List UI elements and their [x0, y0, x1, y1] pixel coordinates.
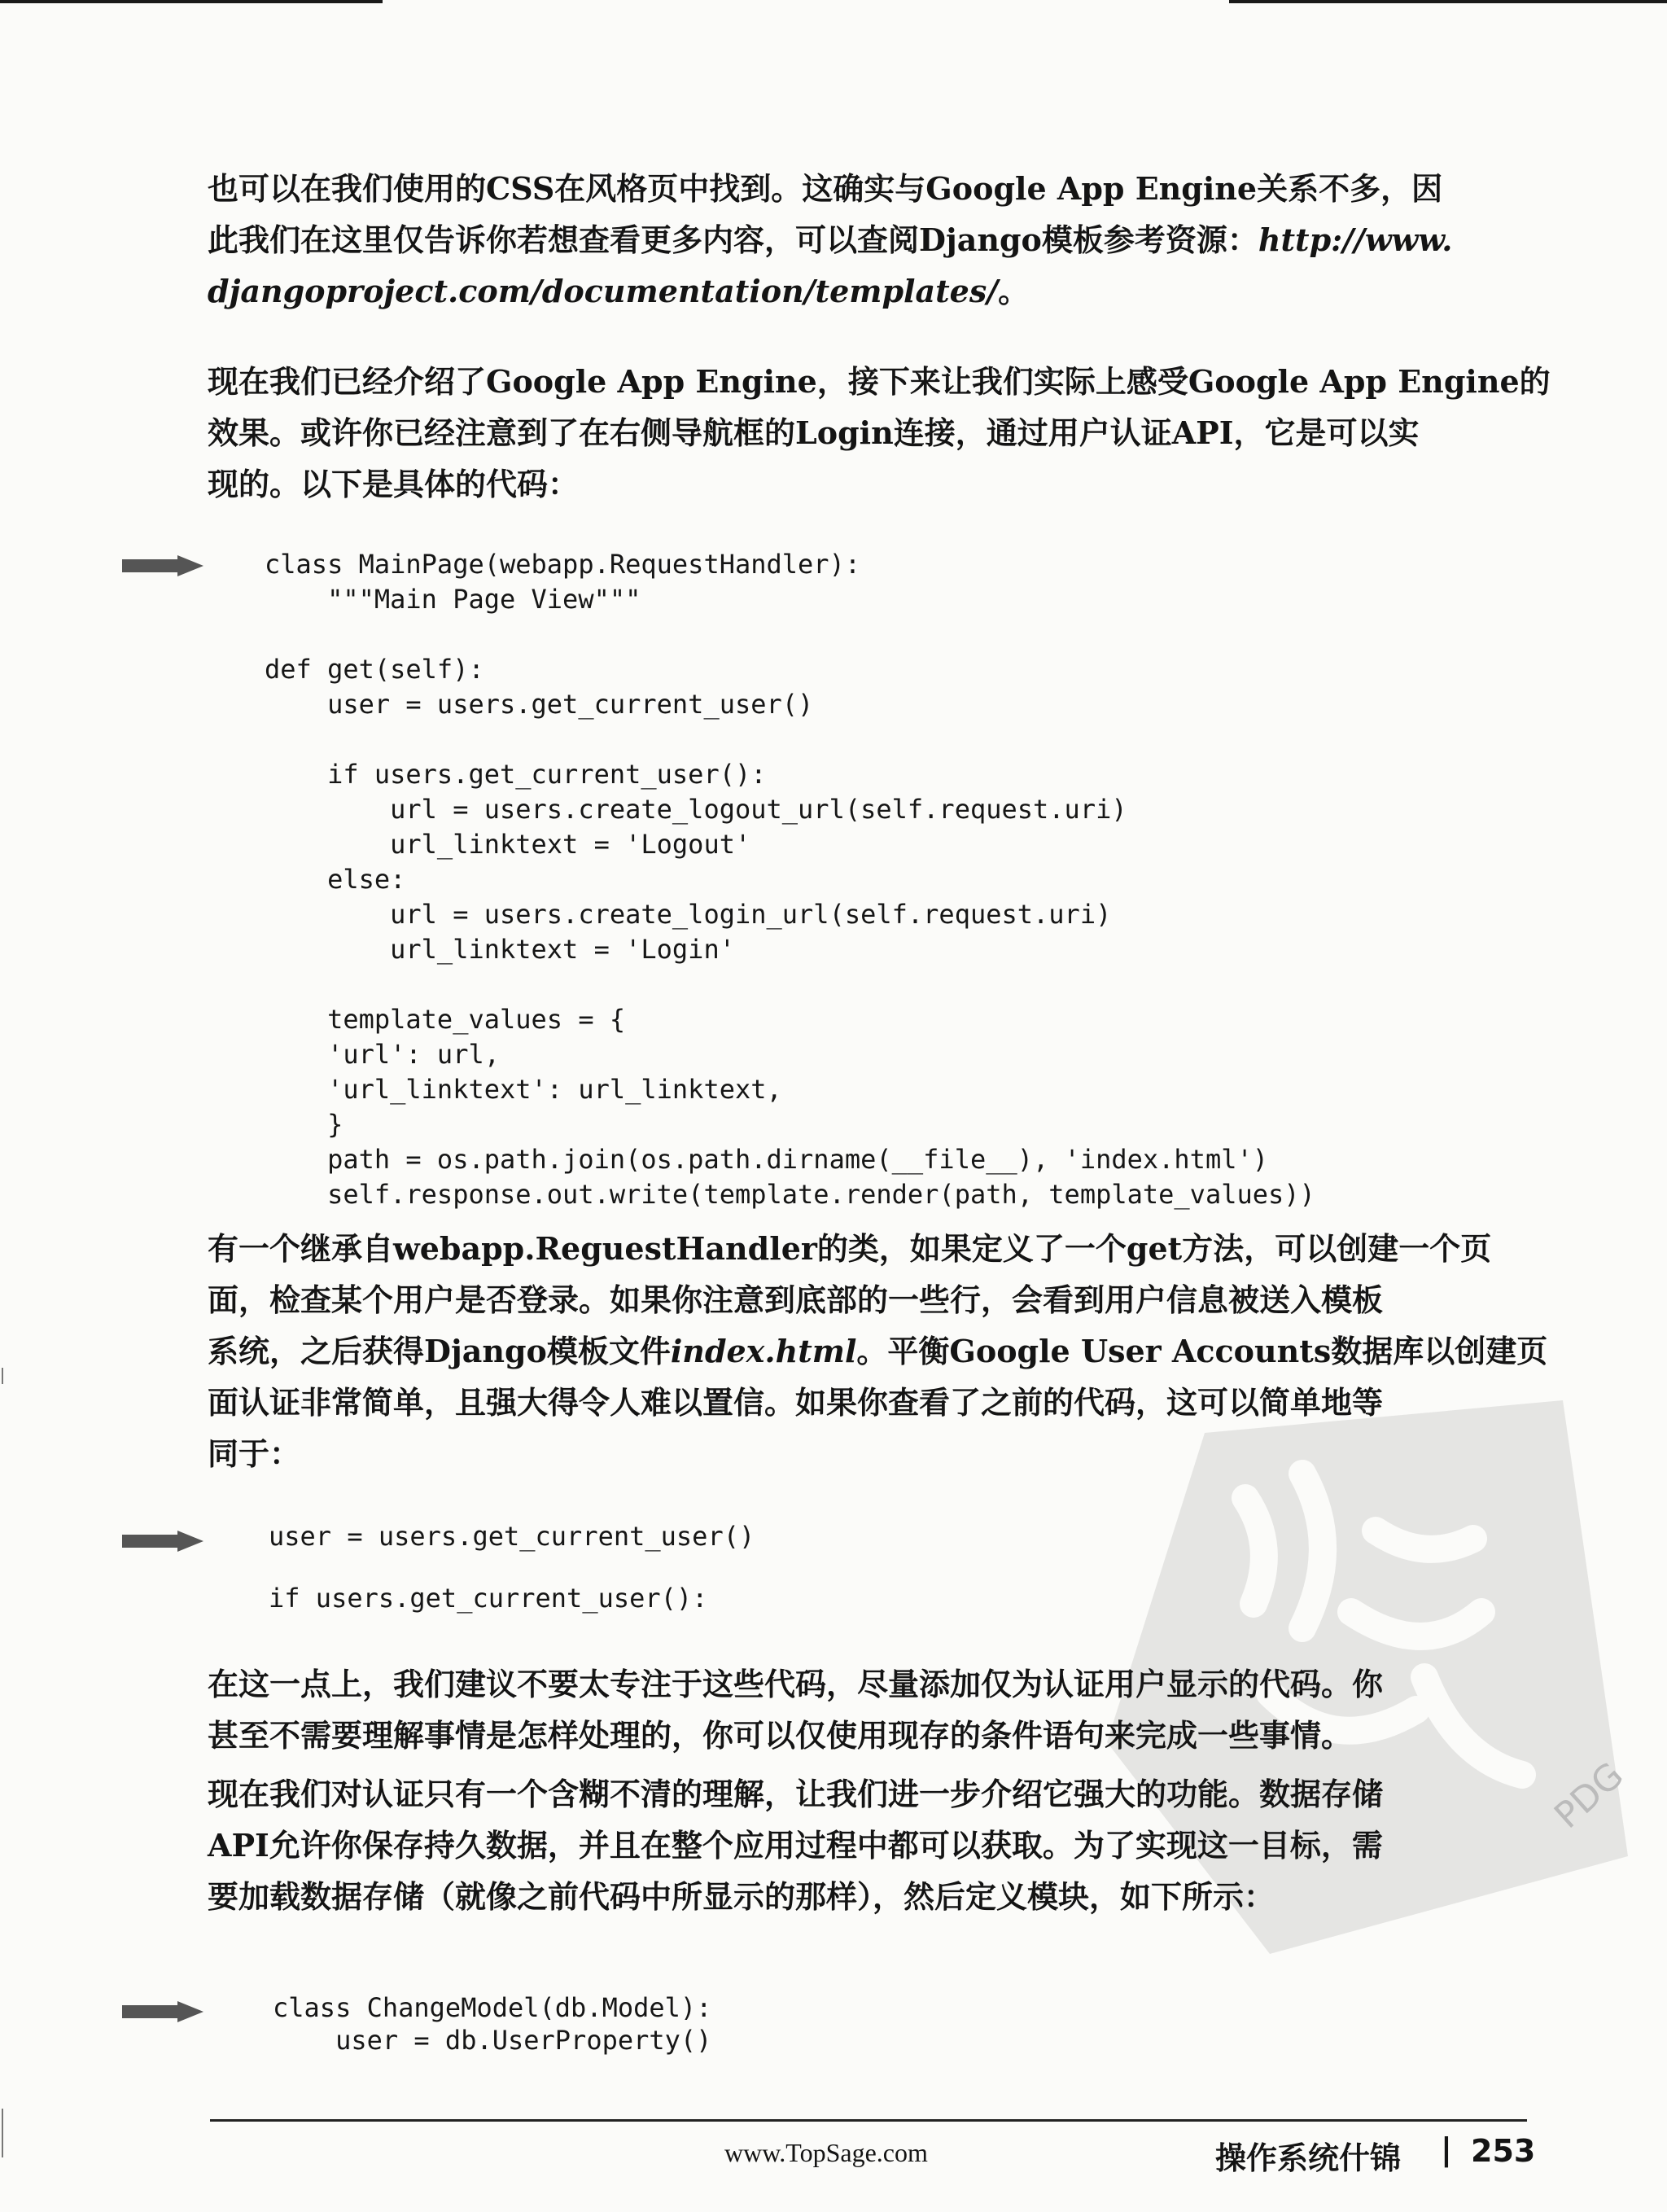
code-block-change-model: class ChangeModel(db.Model): user = db.UserProperty() [273, 1992, 712, 2056]
paragraph-line: 此我们在这里仅告诉你若想查看更多内容，可以查阅Django模板参考资源：http://www. [208, 221, 1453, 258]
paragraph-line: 也可以在我们使用的CSS在风格页中找到。这确实与Google App Engine关系不多，因 [208, 170, 1443, 207]
top-rule-right [1229, 0, 1667, 3]
paragraph-1 [208, 163, 1526, 317]
paragraph-line: 现的。以下是具体的代码： [208, 466, 580, 502]
paragraph-5 [208, 1768, 1526, 1922]
paragraph-line: 面，检查某个用户是否登录。如果你注意到底部的一些行，会看到用户信息被送入模板 [208, 1281, 1384, 1318]
footer-rule [210, 2119, 1527, 2122]
paragraph-4 [208, 1658, 1526, 1761]
reference-link: djangoproject.com/documentation/templates/ [208, 273, 999, 309]
paragraph-line: 效果。或许你已经注意到了在右侧导航框的Login连接，通过用户认证API，它是可以实 [208, 414, 1420, 451]
code-marker-arrow-icon [122, 555, 203, 576]
paragraph-2 [208, 356, 1551, 510]
paragraph-line: djangoproject.com/documentation/templates/。 [208, 273, 1030, 309]
paragraph-line: 系统，之后获得Django模板文件index.html。平衡Google User Accounts数据库以创建页 [208, 1333, 1548, 1369]
footer-chapter-title: 操作系统什锦 [1215, 2140, 1402, 2176]
paragraph-line: 面认证非常简单，且强大得令人难以置信。如果你查看了之前的代码，这可以简单地等 [208, 1384, 1384, 1421]
paragraph-line: 甚至不需要理解事情是怎样处理的，你可以仅使用现存的条件语句来完成一些事情。 [208, 1717, 1353, 1754]
paragraph-line: 同于： [208, 1435, 301, 1472]
code-marker-arrow-icon [122, 2001, 203, 2022]
file-name: index.html [670, 1333, 857, 1369]
paragraph-line: 在这一点上，我们建议不要太专注于这些代码，尽量添加仅为认证用户显示的代码。你 [208, 1666, 1384, 1702]
code-block-main-page: class MainPage(webapp.RequestHandler): """Main Page View""" def get(self): user = users.get_current_user() if users.get_current_user(): url = users.create_logout_url(self.request.uri) url_linktext = 'Logout' else: url = users.create_login_url(self.request.uri) url_linktext = 'Login' template_values = { 'url': url, 'url_linktext': url_linktext, } path = os.path.join(os.path.dirname(__file__), 'index.html') self.response.out.write(template.render(path, template_values)) [265, 549, 1315, 1210]
paragraph-line: 有一个继承自webapp.ReguestHandler的类，如果定义了一个get方法，可以创建一个页 [208, 1230, 1492, 1267]
code-block-current-user: user = users.get_current_user() if users.get_current_user(): [269, 1521, 755, 1614]
paragraph-line: 现在我们已经介绍了Google App Engine，接下来让我们实际上感受Google App Engine的 [208, 363, 1551, 400]
code-marker-arrow-icon [122, 1531, 203, 1552]
footer-separator: | [1441, 2131, 1452, 2167]
top-rule-left [0, 0, 383, 3]
paragraph-line: 现在我们对认证只有一个含糊不清的理解，让我们进一步介绍它强大的功能。数据存储 [208, 1776, 1384, 1812]
paragraph-3 [208, 1223, 1548, 1479]
edge-mark [2, 2109, 3, 2157]
paragraph-line: API允许你保存持久数据，并且在整个应用过程中都可以获取。为了实现这一目标，需 [208, 1827, 1383, 1864]
reference-link: http://www. [1258, 221, 1453, 258]
paragraph-line: 要加载数据存储（就像之前代码中所显示的那样），然后定义模块，如下所示： [208, 1878, 1275, 1915]
edge-mark [2, 1368, 3, 1384]
footer-url: www.TopSage.com [724, 2138, 928, 2167]
page-number: 253 [1471, 2133, 1536, 2169]
watermark-text: PDG [1547, 1754, 1632, 1837]
